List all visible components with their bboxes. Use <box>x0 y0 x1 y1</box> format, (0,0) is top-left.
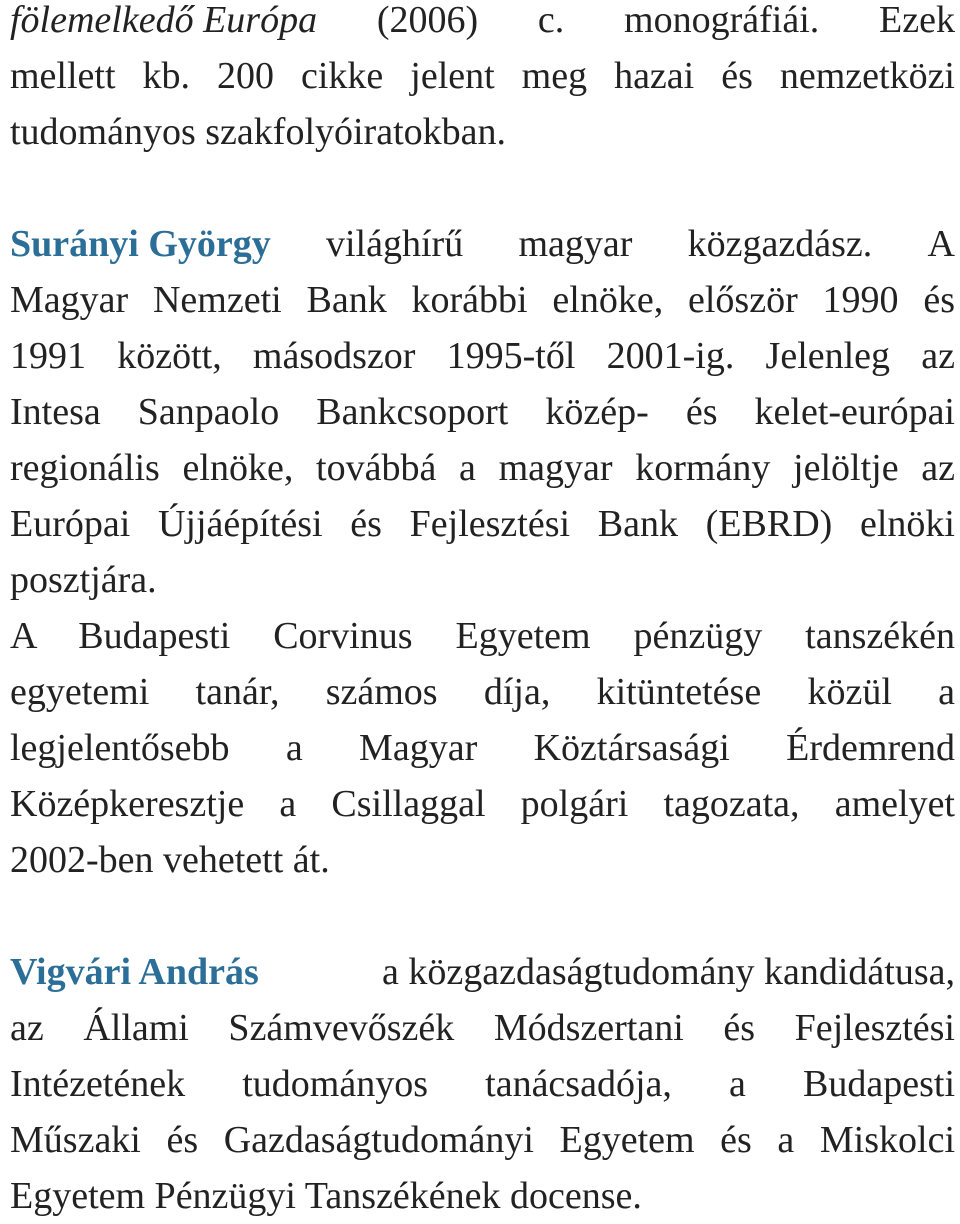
para2-line2 <box>10 272 955 328</box>
word: közgazdász. <box>687 223 873 265</box>
word: c. <box>537 0 565 41</box>
para1-line3 <box>10 104 955 160</box>
para3-line1 <box>10 944 955 1000</box>
word: Ezek <box>879 0 955 41</box>
word: magyar <box>518 223 633 265</box>
para2-line12 <box>10 832 955 888</box>
text-line: Középkeresztje a Csillaggal polgári tagozata, amelyet <box>10 783 955 825</box>
text-line: legjelentősebb a Magyar Köztársasági Érdemrend <box>10 727 955 769</box>
para3-line2 <box>10 1000 955 1056</box>
text-line: posztjára. <box>10 559 157 601</box>
para2-line10 <box>10 720 955 776</box>
text-line: Európai Újjáépítési és Fejlesztési Bank (EBRD) elnöki <box>10 503 955 545</box>
para2-line6 <box>10 496 955 552</box>
text-line: Intézetének tudományos tanácsadója, a Budapesti <box>10 1063 955 1105</box>
text-line: Műszaki és Gazdaságtudományi Egyetem és a Miskolci <box>10 1119 955 1161</box>
person-name: Surányi György <box>10 223 271 265</box>
para1-line2 <box>10 48 955 104</box>
para3-line4 <box>10 1112 955 1168</box>
para2-line7 <box>10 552 955 608</box>
para3-line3 <box>10 1056 955 1112</box>
text-line: 2002-ben vehetett át. <box>10 839 330 881</box>
word: világhírű <box>326 223 464 265</box>
para2-line8 <box>10 608 955 664</box>
para1-line1 <box>10 0 955 48</box>
text-line: egyetemi tanár, számos díja, kitüntetése közül a <box>10 671 955 713</box>
text-line: tudományos szakfolyóiratokban. <box>10 111 507 153</box>
word: A <box>927 223 955 265</box>
text-line: 1991 között, másodszor 1995-től 2001-ig. Jelenleg az <box>10 335 955 377</box>
text-line: Egyetem Pénzügyi Tanszékének docense. <box>10 1175 642 1217</box>
para2-line9 <box>10 664 955 720</box>
word: (2006) <box>376 0 479 41</box>
word: monográfiái. <box>624 0 820 41</box>
text-line: az Állami Számvevőszék Módszertani és Fejlesztési <box>10 1007 955 1049</box>
text-line: Magyar Nemzeti Bank korábbi elnöke, először 1990 és <box>10 279 955 321</box>
para2-line3 <box>10 328 955 384</box>
text-line: a közgazdaságtudomány kandidátusa, <box>382 951 955 993</box>
person-name: Vigvári András <box>10 951 259 993</box>
para2-line5 <box>10 440 955 496</box>
para2-line1 <box>10 216 955 272</box>
text-line: regionális elnöke, továbbá a magyar kormány jelöltje az <box>10 447 955 489</box>
text-line: mellett kb. 200 cikke jelent meg hazai és nemzetközi <box>10 55 955 97</box>
para3-line5 <box>10 1168 955 1224</box>
para2-line4 <box>10 384 955 440</box>
text-line: A Budapesti Corvinus Egyetem pénzügy tanszékén <box>10 615 955 657</box>
para2-line11 <box>10 776 955 832</box>
text-line: Intesa Sanpaolo Bankcsoport közép- és kelet-európai <box>10 391 955 433</box>
book-title: fölemelkedő Európa <box>10 0 318 41</box>
